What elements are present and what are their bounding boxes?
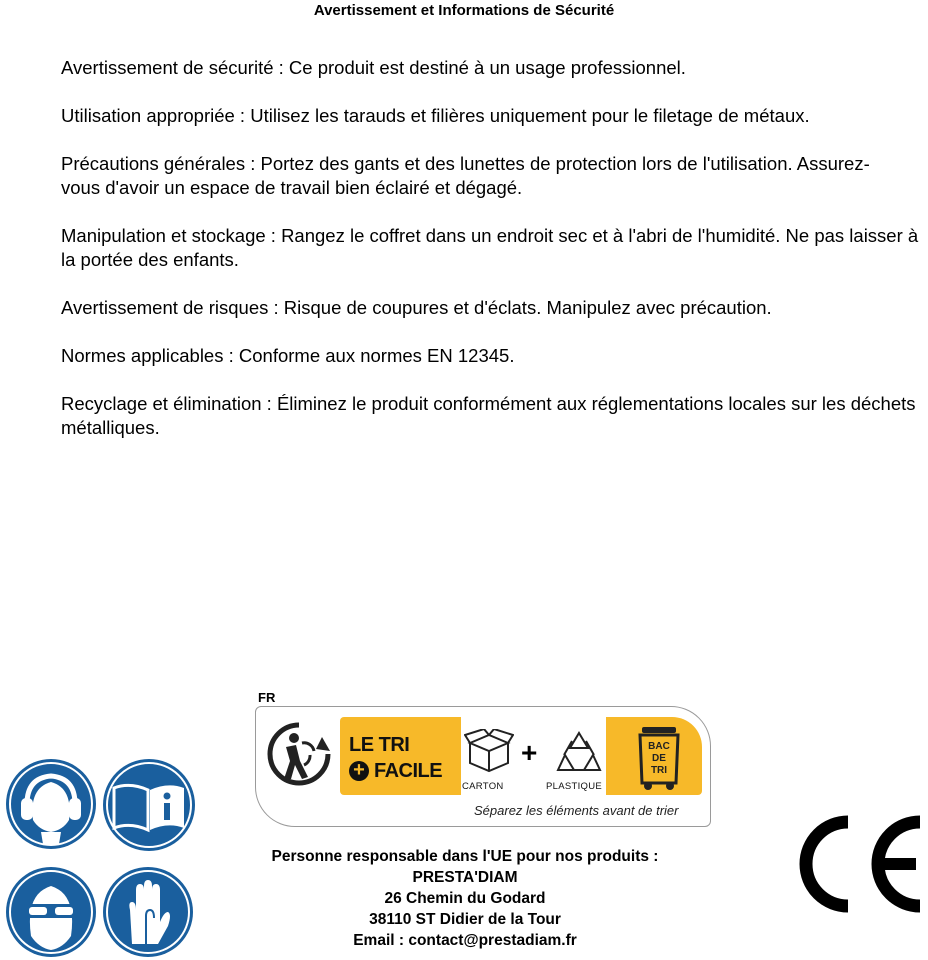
notice-precautions: Précautions générales : Portez des gants et des lunettes de protection lors de l'utilisation. Assurez-vous d'avoir un espace de travail bien éclairé et dégagé.	[61, 153, 870, 198]
eye-protection-icon	[5, 866, 97, 958]
notice-storage: Manipulation et stockage : Rangez le coffret dans un endroit sec et à l'abri de l'humidité. Ne pas laisser à la portée des enfants.	[61, 225, 919, 270]
recycle-icon	[556, 729, 602, 775]
combine-plus: +	[521, 737, 538, 768]
bac-label-1: BAC	[648, 741, 670, 752]
carton-label: CARTON	[462, 781, 504, 792]
tri-facile-line2: FACILE	[374, 760, 443, 782]
triman-tagline: Séparez les éléments avant de trier	[474, 803, 679, 818]
carton-box-icon	[464, 729, 514, 775]
notice-standards: Normes applicables : Conforme aux normes EN 12345.	[61, 345, 515, 366]
plastique-label: PLASTIQUE	[546, 781, 603, 792]
responsible-street: 26 Chemin du Godard	[384, 890, 546, 907]
responsible-city: 38110 ST Didier de la Tour	[369, 911, 561, 928]
gloves-icon	[102, 866, 194, 958]
notice-usage: Utilisation appropriée : Utilisez les tarauds et filières uniquement pour le filetage de métaux.	[61, 105, 810, 126]
triman-country-label: FR	[258, 690, 276, 705]
responsible-email: Email : contact@prestadiam.fr	[353, 932, 577, 949]
responsible-company: PRESTA'DIAM	[412, 869, 518, 886]
bac-label-2: DE	[652, 753, 666, 764]
notice-recycling: Recyclage et élimination : Éliminez le produit conformément aux réglementations locales sur les déchets métalliques.	[61, 393, 916, 438]
eu-responsible-block	[200, 846, 730, 951]
read-manual-icon	[102, 758, 196, 852]
triman-icon	[266, 721, 332, 787]
bac-label-3: TRI	[650, 765, 668, 776]
ce-mark-text: CE	[786, 814, 788, 815]
notice-safety: Avertissement de sécurité : Ce produit est destiné à un usage professionnel.	[61, 57, 686, 78]
tri-facile-line1: LE TRI	[349, 734, 410, 756]
tri-facile-plus: +	[349, 761, 369, 781]
ce-mark-icon	[786, 814, 924, 914]
tri-facile-logo	[255, 706, 711, 827]
responsible-heading: Personne responsable dans l'UE pour nos produits :	[271, 848, 659, 865]
ear-protection-icon	[5, 758, 97, 850]
page-title: Avertissement et Informations de Sécurité	[313, 2, 615, 19]
notice-risks: Avertissement de risques : Risque de coupures et d'éclats. Manipulez avec précaution.	[61, 297, 772, 318]
trash-bin-icon	[636, 725, 682, 791]
